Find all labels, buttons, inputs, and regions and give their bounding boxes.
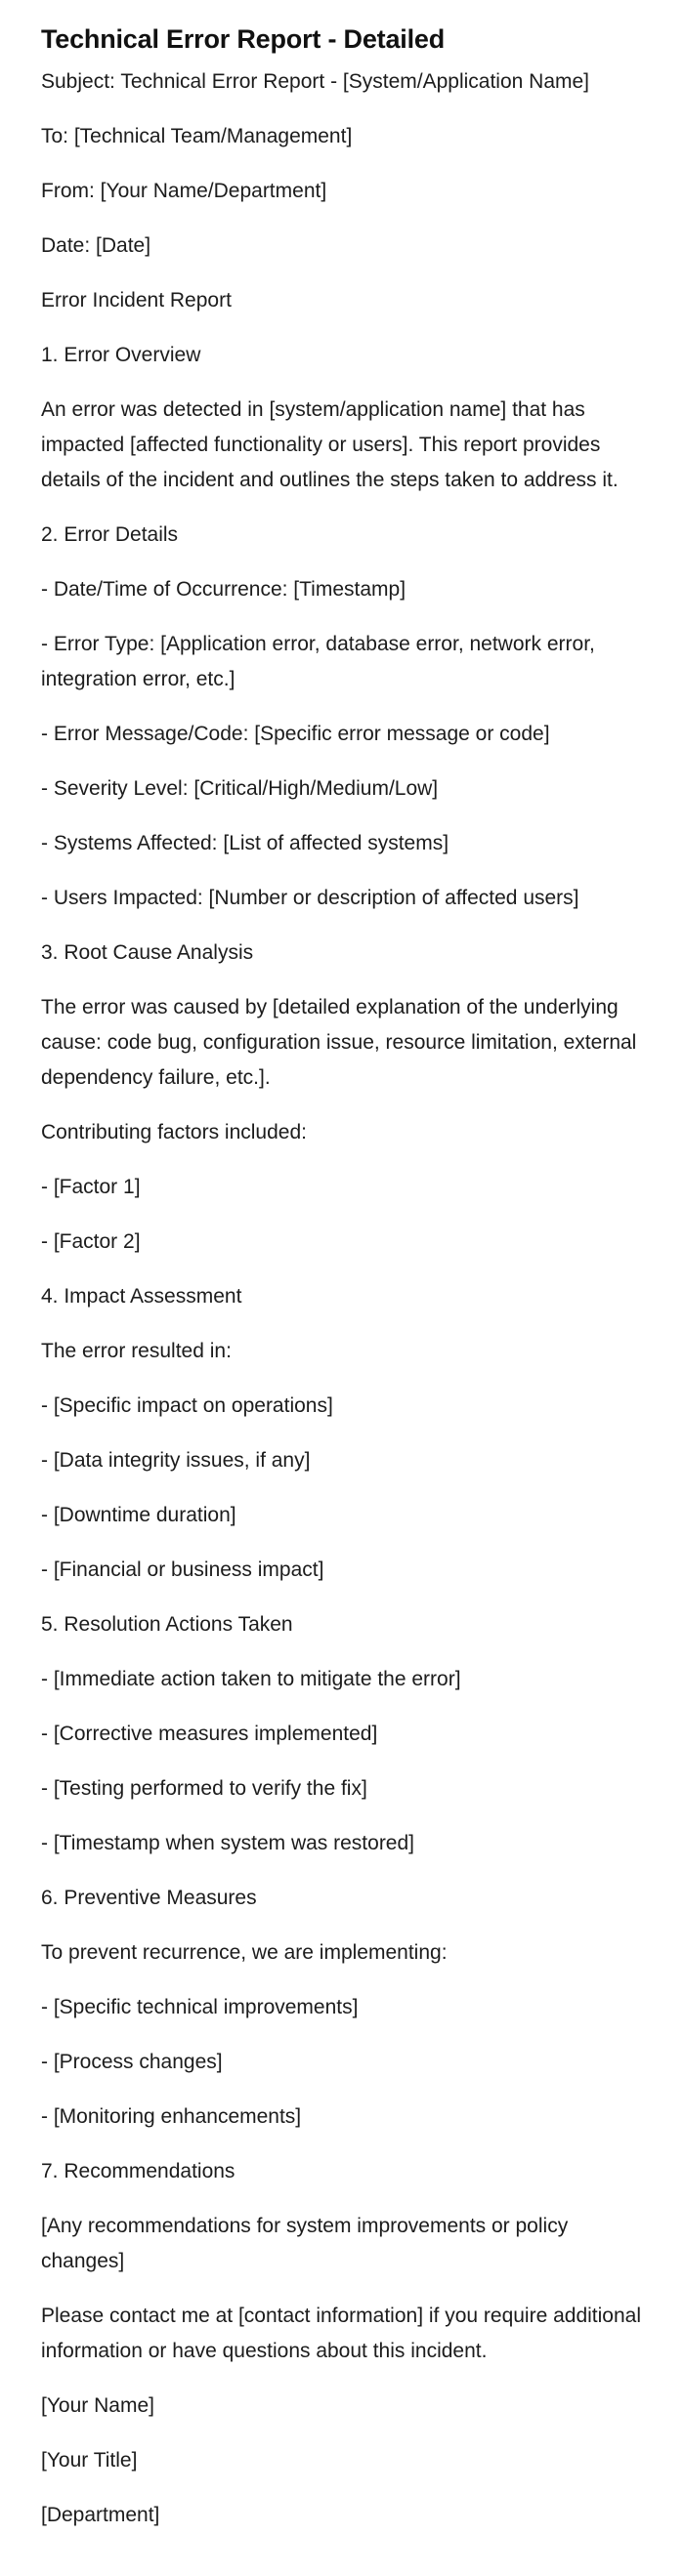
detail-item-users-impacted: - Users Impacted: [Number or description of affected users] [41,887,579,909]
section-heading-impact: 4. Impact Assessment [41,1285,242,1308]
signature-department: [Department] [41,2504,160,2526]
subject-line: Subject: Technical Error Report - [System/Application Name] [41,70,590,93]
detail-item-occurrence: - Date/Time of Occurrence: [Timestamp] [41,578,406,601]
root-cause-text: The error was caused by [detailed explanation of the underlying cause: code bug, configuration issue, resource limitation, external dependency failure, etc.]. [41,996,637,1089]
section-heading-error-details: 2. Error Details [41,523,179,546]
section-heading-recommendations: 7. Recommendations [41,2160,235,2182]
contact-text: Please contact me at [contact information] if you require additional information or have questions about this incident. [41,2305,642,2362]
impact-item: - [Downtime duration] [41,1504,236,1526]
resolution-item: - [Timestamp when system was restored] [41,1832,414,1854]
from-line: From: [Your Name/Department] [41,180,327,202]
preventive-intro: To prevent recurrence, we are implementing: [41,1941,448,1964]
section-heading-resolution: 5. Resolution Actions Taken [41,1613,293,1636]
section-heading-root-cause: 3. Root Cause Analysis [41,941,254,964]
detail-item-error-message: - Error Message/Code: [Specific error message or code] [41,723,550,745]
resolution-item: - [Testing performed to verify the fix] [41,1777,367,1800]
date-line: Date: [Date] [41,234,151,257]
detail-item-systems-affected: - Systems Affected: [List of affected systems] [41,832,449,854]
detail-item-severity: - Severity Level: [Critical/High/Medium/Low] [41,777,439,800]
impact-item: - [Data integrity issues, if any] [41,1449,311,1472]
detail-item-error-type: - Error Type: [Application error, database error, network error, integration error, etc.] [41,633,595,690]
preventive-item: - [Monitoring enhancements] [41,2105,302,2128]
impact-item: - [Financial or business impact] [41,1558,324,1581]
section-heading-preventive: 6. Preventive Measures [41,1887,257,1909]
document-title: Technical Error Report - Detailed [41,24,445,54]
signature-name: [Your Name] [41,2394,154,2417]
report-heading: Error Incident Report [41,289,232,312]
impact-item: - [Specific impact on operations] [41,1394,333,1417]
error-overview-text: An error was detected in [system/application name] that has impacted [affected functionality or users]. This report provides details of the incident and outlines the steps taken to address it. [41,398,619,491]
resolution-item: - [Corrective measures implemented] [41,1723,378,1745]
impact-intro: The error resulted in: [41,1340,232,1362]
to-line: To: [Technical Team/Management] [41,125,353,147]
preventive-item: - [Process changes] [41,2051,223,2073]
contributing-factors-intro: Contributing factors included: [41,1121,307,1143]
section-heading-error-overview: 1. Error Overview [41,344,201,366]
resolution-item: - [Immediate action taken to mitigate the error] [41,1668,461,1690]
preventive-item: - [Specific technical improvements] [41,1996,359,2018]
signature-title: [Your Title] [41,2449,138,2472]
factor-item: - [Factor 2] [41,1230,141,1253]
factor-item: - [Factor 1] [41,1176,141,1198]
recommendations-text: [Any recommendations for system improvements or policy changes] [41,2215,569,2272]
